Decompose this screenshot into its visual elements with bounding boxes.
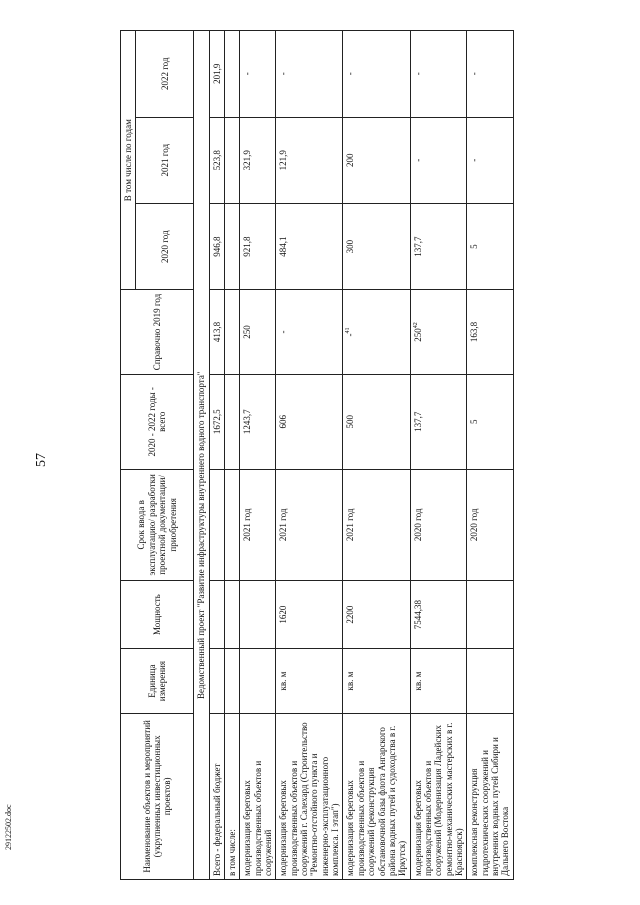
row-2020: 484,1 <box>276 203 343 289</box>
row-unit <box>225 649 240 713</box>
row-commission: 2020 год <box>410 469 467 580</box>
row-total: 500 <box>343 374 410 469</box>
row-2022: - <box>343 31 410 118</box>
row-commission: 2021 год <box>276 469 343 580</box>
table-row <box>225 31 240 880</box>
row-2021: - <box>467 117 513 203</box>
row-2020: 946,8 <box>209 203 224 289</box>
header-unit: Единица измерения <box>121 649 194 713</box>
row-ref-2019 <box>410 290 467 374</box>
row-2020: 921,8 <box>240 203 276 289</box>
row-2020 <box>225 203 240 289</box>
row-name: модернизация береговых производственных объектов и сооружений г. Салехард (Строительство "Ремонтно-отстойного пункта и инженерно-эксплуатационного комплекса. I этап") <box>276 713 343 879</box>
investment-table <box>120 30 514 880</box>
rotated-table-container <box>120 30 525 880</box>
row-2022: 201,9 <box>209 31 224 118</box>
row-capacity: 7544,38 <box>410 580 467 649</box>
row-commission: 2021 год <box>343 469 410 580</box>
row-unit <box>467 649 513 713</box>
row-2022 <box>225 31 240 118</box>
footnote-ref: 42 <box>412 322 419 329</box>
row-2021 <box>225 117 240 203</box>
row-name: в том числе: <box>225 713 240 879</box>
row-2022: - <box>240 31 276 118</box>
header-commission: Срок ввода в эксплуатацию/ разработки проектной документации/ приобретения <box>121 469 194 580</box>
row-unit: кв. м <box>276 649 343 713</box>
row-unit: кв. м <box>410 649 467 713</box>
row-2022: - <box>467 31 513 118</box>
row-total: 1243,7 <box>240 374 276 469</box>
header-by-years: В том числе по годам <box>121 31 136 290</box>
row-2021: 121,9 <box>276 117 343 203</box>
header-2021: 2021 год <box>136 117 194 203</box>
document-footer: 29122502.doc <box>4 804 13 850</box>
header-capacity: Мощность <box>121 580 194 649</box>
row-total: 137,7 <box>410 374 467 469</box>
row-commission: 2020 год <box>467 469 513 580</box>
row-total <box>225 374 240 469</box>
row-commission: 2021 год <box>240 469 276 580</box>
row-total: 5 <box>467 374 513 469</box>
row-capacity <box>225 580 240 649</box>
row-ref-2019: 250 <box>240 290 276 374</box>
table-row <box>209 31 224 880</box>
row-name: модернизация береговых производственных объектов и сооружений <box>240 713 276 879</box>
table-row <box>240 31 276 880</box>
row-2022: - <box>410 31 467 118</box>
table-row <box>467 31 513 880</box>
row-name: комплексная реконструкция гидротехнических сооружений и внутренних водных путей Сибири и Дальнего Востока <box>467 713 513 879</box>
row-capacity: 1620 <box>276 580 343 649</box>
header-total: 2020 - 2022 годы - всего <box>121 374 194 469</box>
row-2020: 137,7 <box>410 203 467 289</box>
row-capacity <box>209 580 224 649</box>
table-row <box>276 31 343 880</box>
header-2020: 2020 год <box>136 203 194 289</box>
footnote-ref: 41 <box>345 327 352 334</box>
row-capacity <box>467 580 513 649</box>
row-ref-2019 <box>225 290 240 374</box>
row-2022: - <box>276 31 343 118</box>
row-capacity: 2200 <box>343 580 410 649</box>
row-2021: 321,9 <box>240 117 276 203</box>
row-name: Всего - федеральный бюджет <box>209 713 224 879</box>
page-number: 57 <box>34 453 49 467</box>
row-commission <box>225 469 240 580</box>
row-commission <box>209 469 224 580</box>
row-ref-2019 <box>343 290 410 374</box>
row-unit <box>240 649 276 713</box>
row-unit: кв. м <box>343 649 410 713</box>
header-2022: 2022 год <box>136 31 194 118</box>
header-ref-2019: Справочно 2019 год <box>121 290 194 374</box>
ref-value: - <box>345 333 356 337</box>
row-2020: 300 <box>343 203 410 289</box>
row-name: модернизация береговых производственных объектов и сооружений (реконструкция обстановочной базы флота Ангарского района водных путей и судоходства в г. Иркутск) <box>343 713 410 879</box>
row-2021: - <box>410 117 467 203</box>
row-total: 1672,5 <box>209 374 224 469</box>
row-ref-2019: - <box>276 290 343 374</box>
row-2020: 5 <box>467 203 513 289</box>
row-ref-2019: 163,8 <box>467 290 513 374</box>
row-2021: 200 <box>343 117 410 203</box>
ref-value: 250 <box>412 328 423 342</box>
header-name: Наименование объектов и мероприятий (укрупненных инвестиционных проектов) <box>121 713 194 879</box>
row-total: 606 <box>276 374 343 469</box>
row-name: модернизация береговых производственных объектов и сооружений (Модернизация Ладейских ремонтно-механических мастерских в г. Красноярск) <box>410 713 467 879</box>
row-ref-2019: 413,8 <box>209 290 224 374</box>
row-capacity <box>240 580 276 649</box>
table-row <box>343 31 410 880</box>
table-row <box>410 31 467 880</box>
row-2021: 523,8 <box>209 117 224 203</box>
project-title: Ведомственный проект "Развитие инфраструктуры внутреннего водного транспорта" <box>194 31 209 880</box>
row-unit <box>209 649 224 713</box>
